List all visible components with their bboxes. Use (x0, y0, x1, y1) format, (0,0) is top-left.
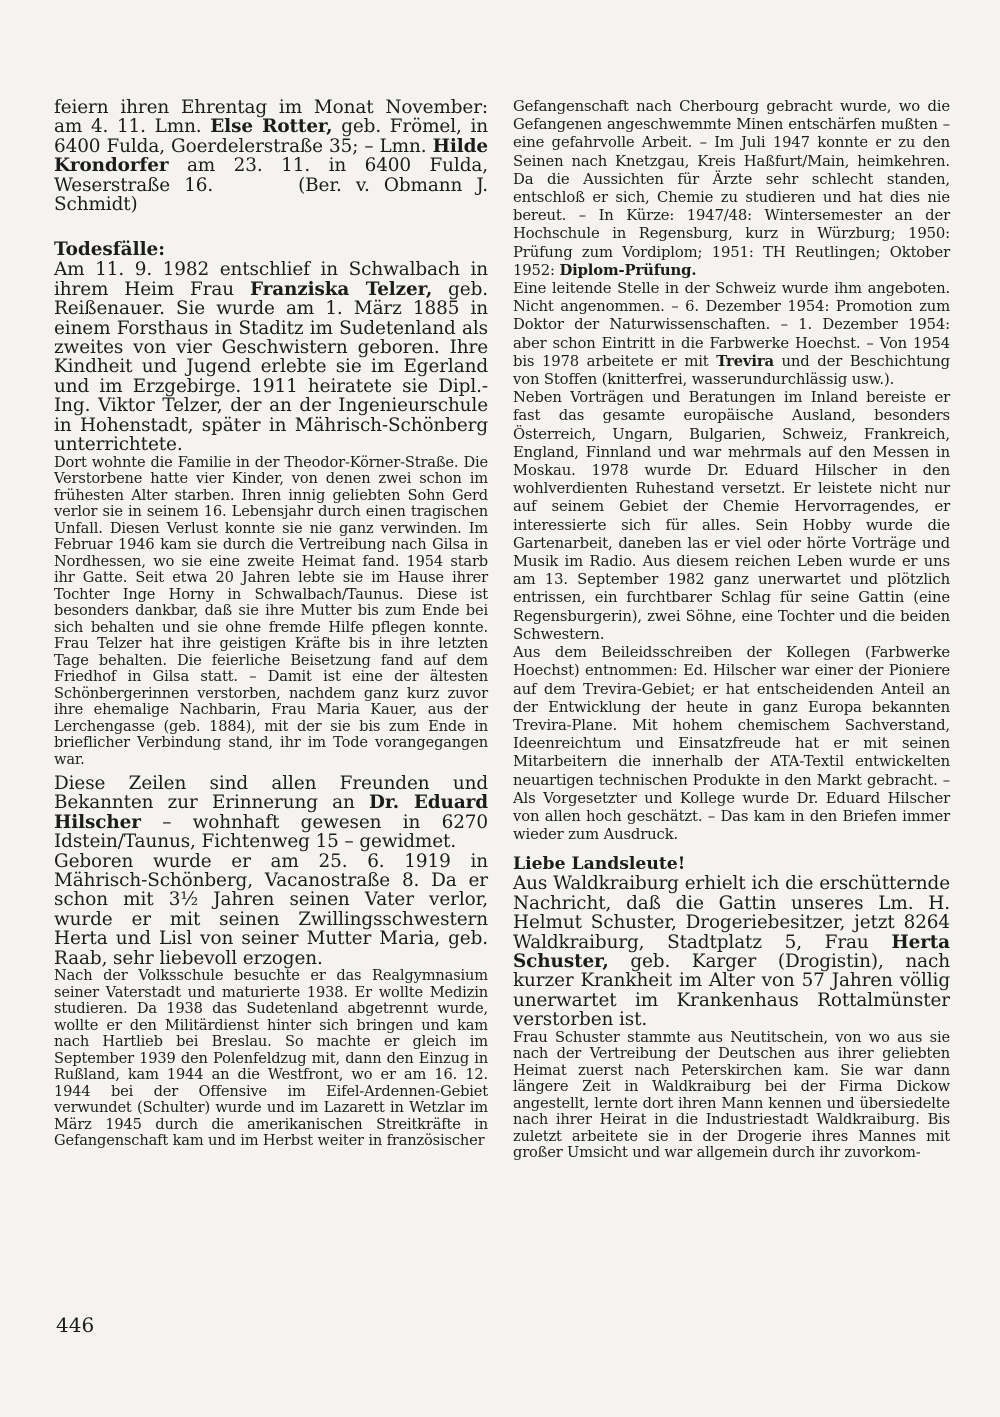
landsleute-heading: Liebe Landsleute! (513, 854, 686, 875)
left-column (54, 98, 488, 1150)
hilscher-biography-small: Nach der Volksschule besuchte er das Realgymnasium seiner Vaterstadt und maturierte 1938. Er wollte Medizin studieren. Da 1938 das Sudetenland abgetrennt wurde, wollte er den Militärdienst hinter sich bringen und kam nach Hartlieb bei Breslau. So machte er gleich im September 1939 den Polenfeldzug mit, dann den Einzug in Rußland, kam 1944 an die Westfront, wo er am 16. 12. 1944 bei der Offensive im Eifel-Ardennen-Gebiet verwundet (Schulter) wurde und im Lazarett in Wetzlar im März 1945 durch die amerikanischen Streitkräfte in Gefangenschaft kam und im Herbst weiter in französischer (54, 967, 488, 1150)
telzer-obituary-large (54, 260, 488, 454)
name-eduard-hilscher: Dr. Eduard Hilscher (54, 792, 488, 833)
intro-text-2: geb. Frömel, in 6400 Fulda, Goerdelerstraße 35; – Lmn. (54, 116, 488, 157)
diplom-pruefung: Diplom-Prüfung. (559, 261, 697, 279)
trevira-text-2: und der Beschichtung von Stoffen (knitterfrei, wasserundurchlässig usw.). (513, 352, 950, 389)
schuster-text-1: Aus Waldkraiburg erhielt ich die erschütternde Nachricht, daß die Gattin unseres Lm. H. Helmut Schuster, Drogeriebesitzer, jetzt 8264 Waldkraiburg, Stadtplatz 5, Frau (513, 873, 950, 953)
telzer-text-1: Am 11. 9. 1982 entschlief in Schwalbach in ihrem Heim Frau (54, 259, 488, 300)
intro-text-3: am 23. 11. in 6400 Fulda, Weserstraße 16. (54, 155, 488, 196)
schuster-biography: Frau Schuster stammte aus Neutitschein, von wo aus sie nach der Vertreibung der Deutschen aus ihrer geliebten Heimat zuerst nach Peterskirchen kam. Sie war dann längere Zeit in Waldkraiburg bei der Firma Dickow angestellt, lernte dort ihren Mann kennen und übersiedelte nach ihrer Heirat in die Industriestadt Waldkraiburg. Bis zuletzt arbeitete sie in der Drogerie ihres Mannes mit großer Umsicht und war allgemein durch ihr zuvorkom- (513, 1028, 950, 1162)
telzer-text-2: geb. Reißenauer. Sie wurde am 1. März 1885 in einem Forsthaus in Staditz im Sudetenland als zweites von vier Geschwistern geboren. Ihre Kindheit und Jugend erlebte sie im Egerland und im Erzgebirge. 1911 heiratete sie Dipl.-Ing. Viktor Telzer, der an der Ingenieurschule in Hohenstadt, später in Mährisch-Schönberg unterrichtete. (54, 278, 489, 456)
hilscher-dedication (54, 774, 488, 852)
right-column (513, 98, 950, 1162)
report-credit: (Ber. v. Obmann J. Schmidt) (54, 174, 488, 216)
name-hilde-krondorfer: Hilde Krondorfer (54, 135, 488, 177)
hilscher-text-2: – wohnhaft gewesen in 6270 Idstein/Taunus, Fichtenweg 15 – gewidmet. (54, 811, 488, 853)
todesfaelle-heading: Todesfälle: (54, 239, 166, 261)
name-herta-schuster: Herta Schuster, (513, 931, 950, 972)
hilscher-birth: Geboren wurde er am 25. 6. 1919 in Mährisch-Schönberg, Vacanostraße 8. Da er schon mit 3½ Jahren seinen Vater verlor, wurde er mit seinen Zwillingsschwestern Herta und Lisl von seiner Mutter Maria, geb. Raab, sehr liebevoll erzogen. (54, 850, 488, 969)
schuster-announcement (513, 874, 950, 1029)
intro-text-1: feiern ihren Ehrentag im Monat November: am 4. 11. Lmn. (54, 97, 488, 138)
hilscher-condolence: Aus dem Beileidsschreiben der Kollegen (Farbwerke Hoechst) entnommen: Ed. Hilscher war einer der Pioniere auf dem Trevira-Gebiet; er hat entscheidenden Anteil an der Entwicklung der heute in ganz Europa bekannten Trevira-Plane. Mit hohem chemischem Sachverstand, Ideenreichtum und Einsatzfreude hat er mit seinen Mitarbeitern die innerhalb der ATA-Textil entwickelten neuartigen technischen Produkte in den Markt gebracht. – Als Vorgesetzter und Kollege wurde Dr. Eduard Hilscher von allen hoch geschätzt. – Das kam in den Briefen immer wieder zum Ausdruck. (513, 644, 950, 844)
intro-paragraph (54, 98, 488, 214)
trevira-text-1: Eine leitende Stelle in der Schweiz wurde ihm angeboten. Nicht angenommen. – 6. Dezember 1954: Promotion zum Doktor der Naturwissenschaften. – 1. Dezember 1954: aber schon Eintritt in die Farbwerke Hoechst. – Von 1954 bis 1978 arbeitete er mit (513, 280, 950, 370)
name-franziska-telzer: Franziska Telzer, (249, 278, 433, 300)
name-else-rotter: Else Rotter, (210, 116, 333, 138)
page-number: 446 (56, 1313, 95, 1337)
career-text: Gefangenschaft nach Cherbourg gebracht wurde, wo die Gefangenen angeschwemmte Minen entschärfen mußten – eine gefahrvolle Arbeit. – Im Juli 1947 konnte er zu den Seinen nach Knetzgau, Kreis Haßfurt/Main, heimkehren. Da die Aussichten für Ärzte sehr schlecht standen, entschloß er sich, Chemie zu studieren und hat dies nie bereut. – In Kürze: 1947/48: Wintersemester an der Hochschule in Regensburg, kurz in Würzburg; 1950: Prüfung zum Vordiplom; 1951: TH Reutlingen; Oktober 1952: (513, 98, 950, 279)
hilscher-text-1: Diese Zeilen sind allen Freunden und Bekannten zur Erinnerung an (54, 773, 488, 814)
hilscher-career (513, 98, 950, 280)
telzer-obituary-small: Dort wohnte die Familie in der Theodor-Körner-Straße. Die Verstorbene hatte vier Kinder, von denen zwei schon im frühesten Alter starben. Ihren innig geliebten Sohn Gerd verlor sie in seinem 16. Lebensjahr durch einen tragischen Unfall. Diesen Verlust konnte sie nie ganz verwinden. Im Februar 1946 kam sie durch die Vertreibung nach Gilsa in Nordhessen, wo sie eine zweite Heimat fand. 1954 starb ihr Gatte. Seit etwa 20 Jahren lebte sie im Hause ihrer Tochter Inge Horny in Schwalbach/Taunus. Diese ist besonders dankbar, daß sie ihre Mutter bis zum Ende bei sich behalten und sie ohne fremde Hilfe pflegen konnte. Frau Telzer hat ihre geistigen Kräfte bis in ihre letzten Tage behalten. Die feierliche Beisetzung fand auf dem Friedhof in Gilsa statt. – Damit ist eine der ältesten Schönbergerinnen verstorben, nachdem ganz kurz zuvor ihre ehemalige Nachbarin, Frau Maria Kauer, aus der Lerchengasse (geb. 1884), mit der sie bis zum Ende in brieflicher Verbindung stand, ihr im Tode vorangegangen war. (54, 453, 488, 768)
trevira-bold: Trevira (716, 352, 774, 370)
hilscher-travels: Neben Vorträgen und Beratungen im Inland bereiste er fast das gesamte europäische Ausland, besonders Österreich, Ungarn, Bulgarien, Schweiz, Frankreich, England, Finnland und war mehrmals auf den Messen in Moskau. 1978 wurde Dr. Eduard Hilscher in den wohlverdienten Ruhestand versetzt. Er leistete nicht nur auf seinem Gebiet der Chemie Hervorragendes, er interessierte sich für alles. Sein Hobby wurde die Gartenarbeit, daneben las er viel oder hörte Vorträge und Musik im Radio. Aus diesem reichen Leben wurde er uns am 13. September 1982 ganz unerwartet und plötzlich entrissen, ein furchtbarer Schlag für seine Gattin (eine Regensburgerin), zwei Söhne, eine Tochter und die beiden Schwestern. (513, 389, 950, 643)
schuster-text-2: geb. Karger (Drogistin), nach kurzer Krankheit im Alter von 57 Jahren völlig unerwartet im Krankenhaus Rottalmünster verstorben ist. (513, 950, 950, 1031)
hilscher-trevira (513, 280, 950, 389)
